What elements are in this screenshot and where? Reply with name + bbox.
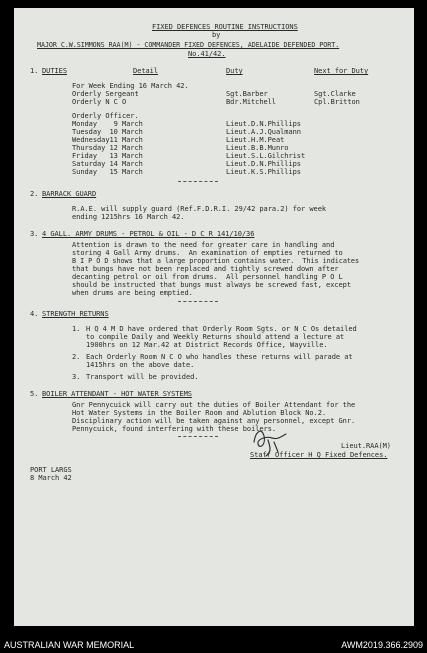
section-divider — [178, 436, 218, 437]
detail-column-header: Detail — [133, 67, 158, 75]
orderly-officer-heading: Orderly Officer. — [72, 112, 139, 120]
document-sheet — [14, 8, 414, 626]
orderly-sergeant-label: Orderly Sergeant — [72, 90, 139, 98]
officer-day: Monday 9 March — [72, 120, 143, 128]
officer-name: Lieut.B.B.Munro — [226, 144, 289, 152]
orderly-nco-next: Cpl.Britton — [314, 98, 360, 106]
barrack-text-line: R.A.E. will supply guard (Ref.F.D.R.I. 29/42 para.2) for week — [72, 205, 327, 213]
boiler-text-line: Disciplinary action will be taken against any personnel, except Gnr. — [72, 417, 356, 425]
by-line: by — [212, 31, 221, 39]
orderly-nco-duty: Bdr.Mitchell — [226, 98, 276, 106]
barrack-text-line: ending 1215hrs 16 March 42. — [72, 213, 185, 221]
officer-day: Sunday 15 March — [72, 168, 143, 176]
duty-column-header: Duty — [226, 67, 243, 75]
strength-item-line: 1900hrs on 12 Mar.42 at District Records Office, Wayville. — [86, 341, 328, 349]
strength-item-line: to compile Daily and Weekly Returns should attend a lecture at — [86, 333, 345, 341]
officer-name: Lieut.S.L.Gilchrist — [226, 152, 306, 160]
orderly-sergeant-duty: Sgt.Barber — [226, 90, 268, 98]
boiler-text-line: Hot Water Systems in the Boiler Room and Ablution Block No.2. — [72, 409, 327, 417]
author-line: MAJOR C.W.SIMMONS RAA(M) - COMMANDER FIXED DEFENCES, ADELAIDE DEFENDED PORT. — [37, 41, 340, 49]
drums-text-line: Attention is drawn to the need for greater care in handling and — [72, 241, 335, 249]
section-1-number: 1. — [30, 67, 39, 75]
strength-item-line: Each Orderly Room N C O who handles these returns will parade at — [86, 353, 353, 361]
boiler-text-line: Gnr Pennycuick will carry out the duties of Boiler Attendant for the — [72, 401, 356, 409]
orderly-sergeant-next: Sgt.Clarke — [314, 90, 356, 98]
boiler-text-line: Pennycuick, found interfering with these boilers. — [72, 425, 277, 433]
week-ending-line: For Week Ending 16 March 42. — [72, 82, 189, 90]
boiler-heading: BOILER ATTENDANT - HOT WATER SYSTEMS — [42, 390, 192, 398]
orderly-nco-label: Orderly N C O — [72, 98, 127, 106]
place-name: PORT LARGS — [30, 466, 72, 474]
drums-text-line: decanting petrol or oil from drums. All personnel handling P O L — [72, 273, 343, 281]
footer-catalogue-number: AWM2019.366.2909 — [341, 640, 423, 650]
drums-text-line: that bungs have not been replaced and tightly screwed down after — [72, 265, 339, 273]
officer-name: Lieut.D.N.Phillips — [226, 120, 301, 128]
section-5-number: 5. — [30, 390, 39, 398]
officer-name: Lieut.D.N.Phillips — [226, 160, 301, 168]
strength-returns-heading: STRENGTH RETURNS — [42, 310, 109, 318]
strength-item-number: 1. — [72, 325, 81, 333]
strength-item-line: H Q 4 M D have ordered that Orderly Room Sgts. or N C Os detailed — [86, 325, 357, 333]
strength-item-number: 3. — [72, 373, 81, 381]
drums-text-line: should be instructed that bungs must always be screwed fast, except — [72, 281, 352, 289]
officer-day: Saturday 14 March — [72, 160, 143, 168]
officer-day: Thursday 12 March — [72, 144, 143, 152]
officer-day: Wednesday11 March — [72, 136, 143, 144]
drums-text-line: storing 4 Gall Army drums. An examination of empties returned to — [72, 249, 343, 257]
section-4-number: 4. — [30, 310, 39, 318]
section-2-number: 2. — [30, 190, 39, 198]
drums-text-line: B I P O D shows that a large proportion contains water. This indicates — [72, 257, 359, 265]
instruction-number: No.41/42. — [188, 50, 226, 58]
strength-item-line: Transport will be provided. — [86, 373, 199, 381]
footer-institution: AUSTRALIAN WAR MEMORIAL — [4, 640, 135, 650]
drums-text-line: when drums are being emptied. — [72, 289, 193, 297]
officer-day: Tuesday 10 March — [72, 128, 143, 136]
officer-name: Lieut.K.S.Phillips — [226, 168, 301, 176]
section-divider — [178, 301, 218, 302]
signatory-rank: Lieut.RAA(M) — [341, 442, 391, 450]
strength-item-line: 1415hrs on the above date. — [86, 361, 195, 369]
barrack-guard-heading: BARRACK GUARD — [42, 190, 97, 198]
section-3-number: 3. — [30, 230, 39, 238]
officer-day: Friday 13 March — [72, 152, 143, 160]
strength-item-number: 2. — [72, 353, 81, 361]
place-date: 8 March 42 — [30, 474, 72, 482]
officer-name: Lieut.H.M.Peat — [226, 136, 285, 144]
next-for-duty-column-header: Next for Duty — [314, 67, 369, 75]
document-title: FIXED DEFENCES ROUTINE INSTRUCTIONS — [152, 23, 298, 31]
duties-heading: DUTIES — [42, 67, 67, 75]
signatory-title: Staff Officer H Q Fixed Defences. — [250, 451, 388, 459]
section-divider — [178, 181, 218, 182]
archive-footer — [0, 637, 427, 653]
drums-heading: 4 GALL. ARMY DRUMS - PETROL & OIL - D C R 141/10/36 — [42, 230, 255, 238]
officer-name: Lieut.A.J.Qualmann — [226, 128, 301, 136]
